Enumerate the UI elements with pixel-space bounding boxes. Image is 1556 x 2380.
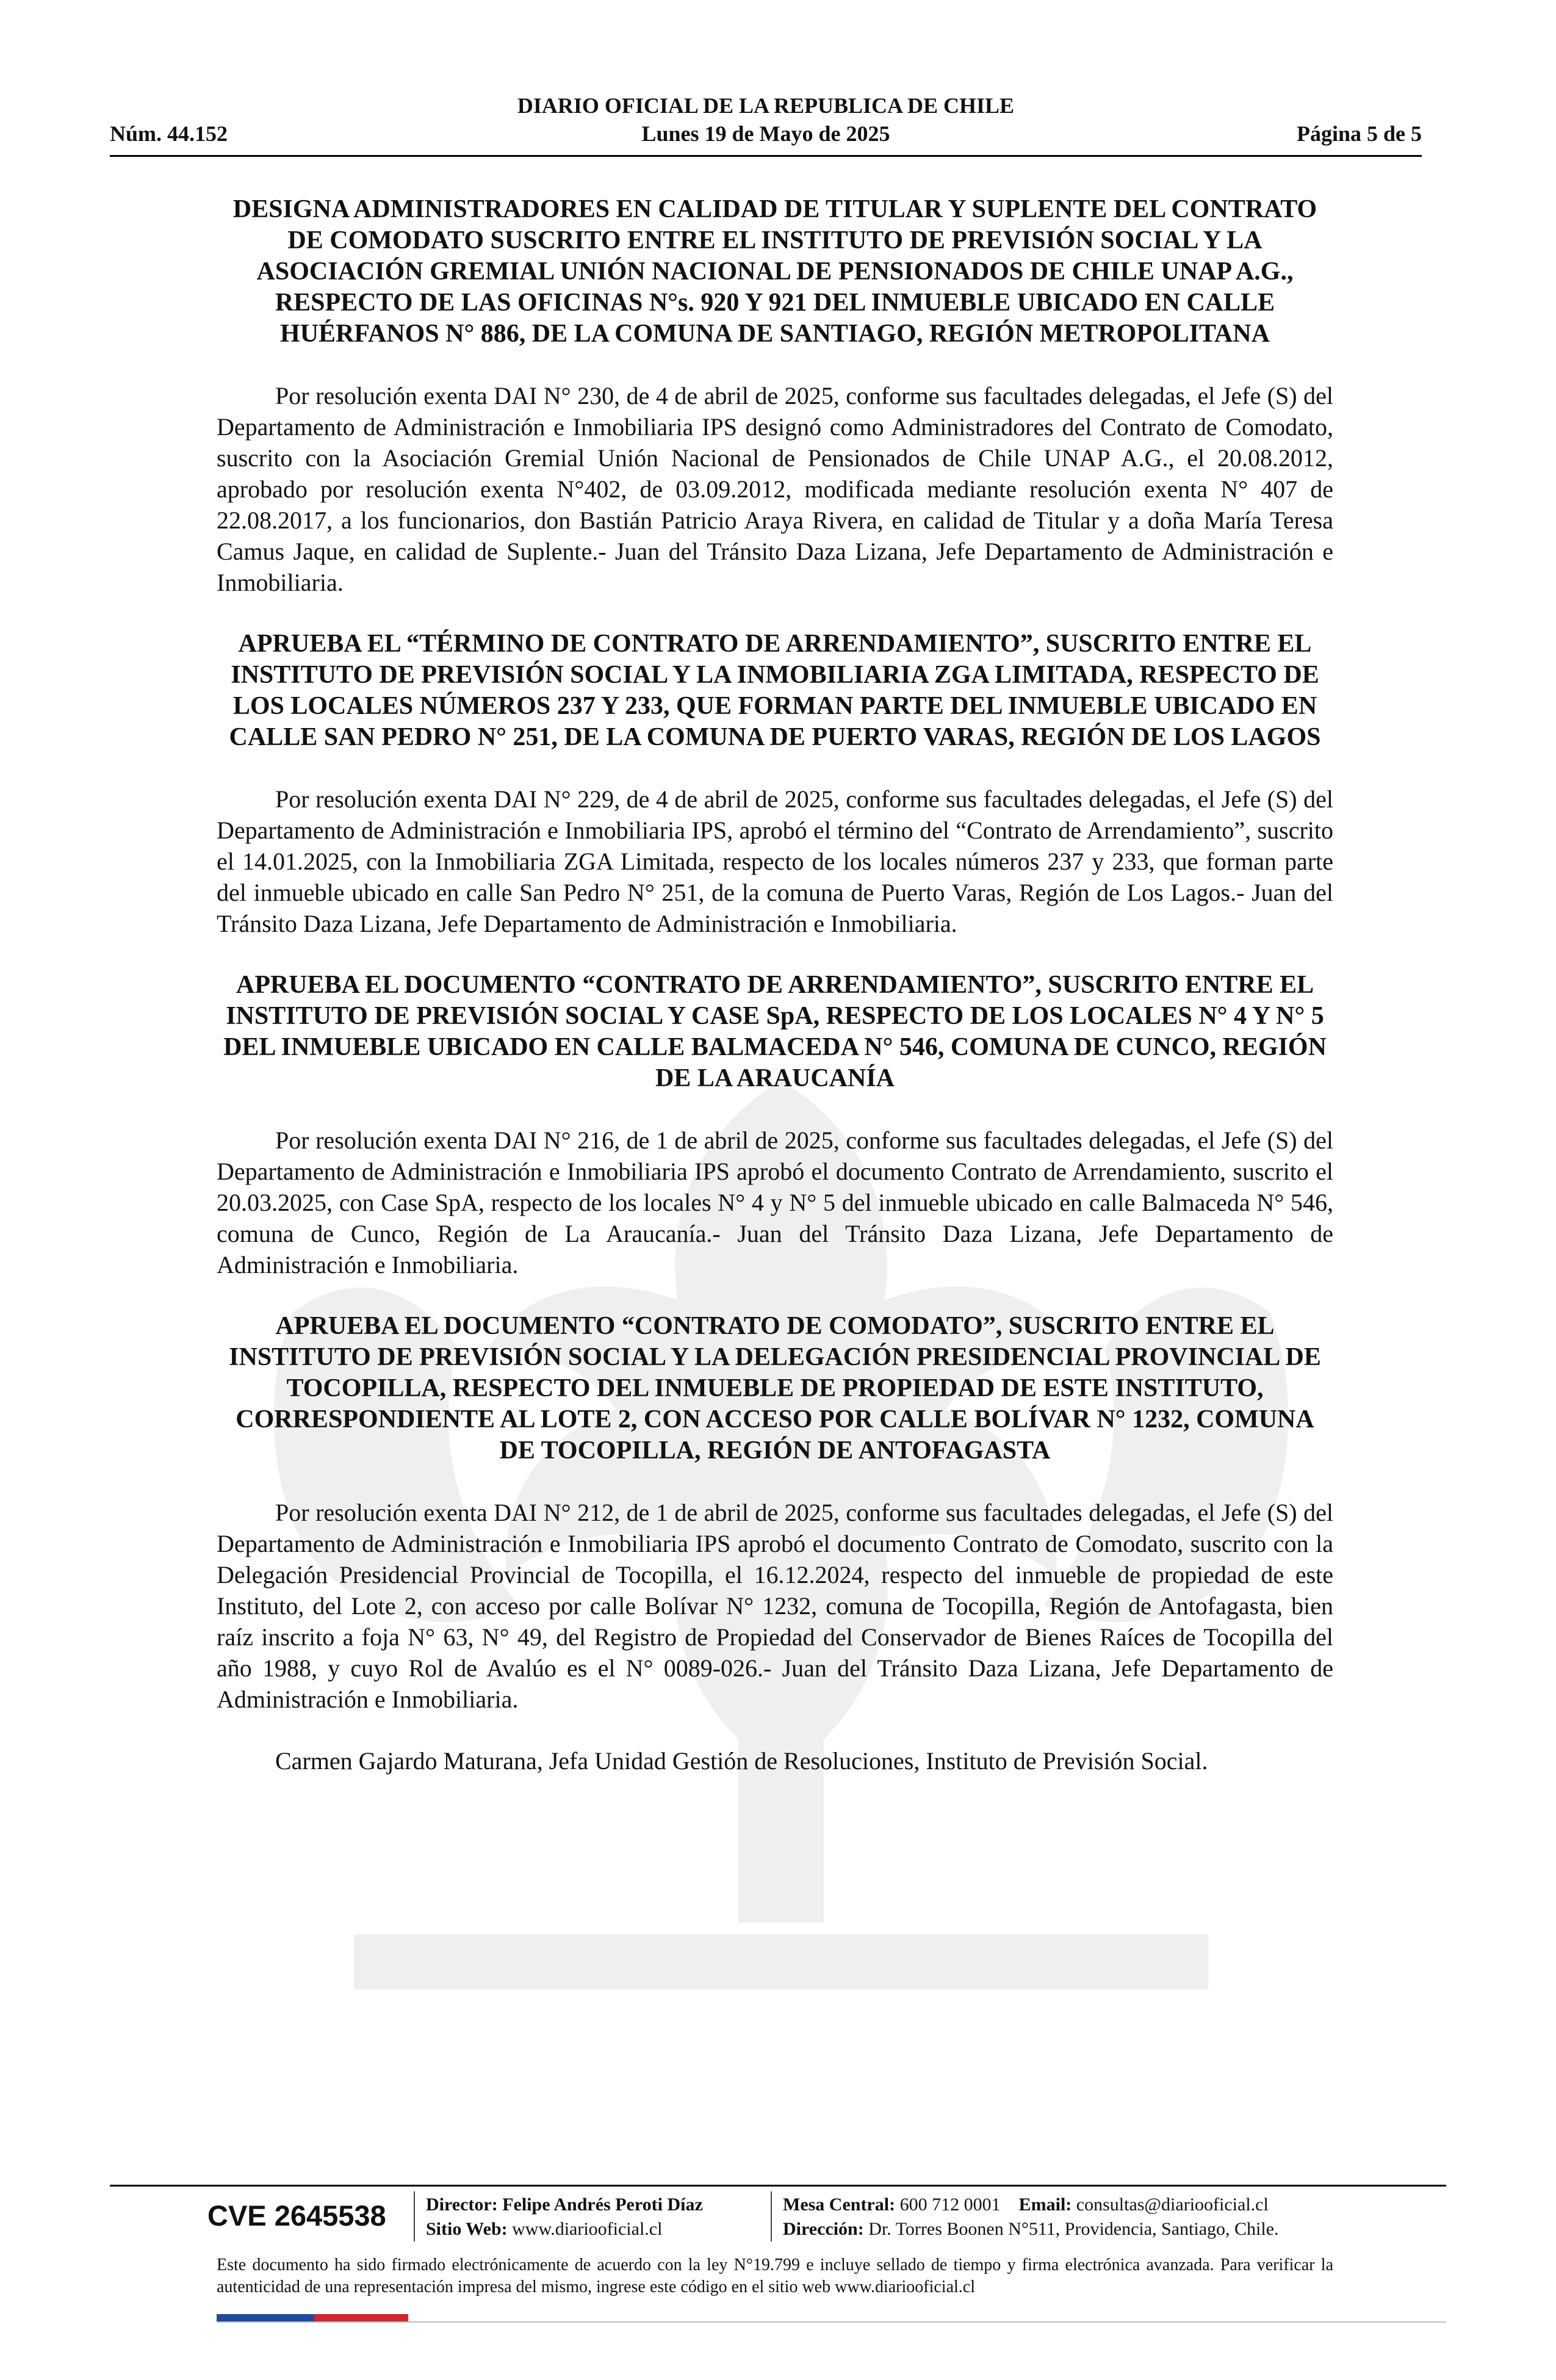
footer-director-block	[426, 2193, 703, 2241]
flag-blue-segment	[217, 2314, 314, 2321]
legal-notice: Este documento ha sido firmado electrónicamente de acuerdo con la ley N°19.799 e incluye sellado de tiempo y firma electrónica avanzada. Para verificar la autenticidad de una representación impresa del mismo, ingrese este código en el sitio web www.diariooficial.cl	[217, 2256, 1333, 2296]
footer-divider	[110, 2185, 1446, 2187]
section-title: APRUEBA EL DOCUMENTO “CONTRATO DE ARRENDAMIENTO”, SUSCRITO ENTRE EL INSTITUTO DE PREVISIÓN SOCIAL Y CASE SpA, RESPECTO DE LOS LOCALES N° 4 Y N° 5 DEL INMUEBLE UBICADO EN CALLE BALMACEDA N° 546, COMUNA DE CUNCO, REGIÓN DE LA ARAUCANÍA	[223, 971, 1327, 1092]
address-text: Dr. Torres Boonen N°511, Providencia, Santiago, Chile.	[868, 2219, 1279, 2239]
section-body: Por resolución exenta DAI N° 216, de 1 de abril de 2025, conforme sus facultades delegadas, el Jefe (S) del Departamento de Administración e Inmobiliaria IPS aprobó el documento Contrato de Arrendamiento, suscrito el 20.03.2025, con Case SpA, respecto de los locales N° 4 y N° 5 del inmueble ubicado en calle Balmaceda N° 546, comuna de Cunco, Región de La Araucanía.- Juan del Tránsito Daza Lizana, Jefe Departamento de Administración e Inmobiliaria.	[217, 1127, 1333, 1278]
footer-separator	[414, 2191, 415, 2241]
bottom-divider	[217, 2321, 1446, 2323]
flag-color-bar	[217, 2314, 408, 2321]
signature-line: Carmen Gajardo Maturana, Jefa Unidad Gestión de Resoluciones, Instituto de Previsión Social.	[275, 1747, 1208, 1775]
section-body: Por resolución exenta DAI N° 229, de 4 de abril de 2025, conforme sus facultades delegadas, el Jefe (S) del Departamento de Administración e Inmobiliaria IPS, aprobó el término del “Contrato de Arrendamiento”, suscrito el 14.01.2025, con la Inmobiliaria ZGA Limitada, respecto de los locales números 237 y 233, que forman parte del inmueble ubicado en calle San Pedro N° 251, de la comuna de Puerto Varas, Región de Los Lagos.- Juan del Tránsito Daza Lizana, Jefe Departamento de Administración e Inmobiliaria.	[217, 785, 1333, 937]
section-body: Por resolución exenta DAI N° 230, de 4 de abril de 2025, conforme sus facultades delegadas, el Jefe (S) del Departamento de Administración e Inmobiliaria IPS designó como Administradores del Contrato de Comodato, suscrito con la Asociación Gremial Unión Nacional de Pensionados de Chile UNAP A.G., el 20.08.2012, aprobado por resolución exenta N°402, de 03.09.2012, modificada mediante resolución exenta N° 407 de 22.08.2017, a los funcionarios, don Bastián Patricio Araya Rivera, en calidad de Titular y a doña María Teresa Camus Jaque, en calidad de Suplente.- Juan del Tránsito Daza Lizana, Jefe Departamento de Administración e Inmobiliaria.	[217, 382, 1333, 596]
page-number: Página 5 de 5	[1296, 121, 1422, 146]
director-name: Felipe Andrés Peroti Díaz	[502, 2194, 703, 2215]
page-header	[110, 93, 1422, 154]
issue-date: Lunes 19 de Mayo de 2025	[641, 121, 890, 146]
header-divider	[110, 155, 1422, 157]
phone-label: Mesa Central:	[783, 2194, 896, 2215]
section-title: APRUEBA EL DOCUMENTO “CONTRATO DE COMODATO”, SUSCRITO ENTRE EL INSTITUTO DE PREVISIÓN SOCIAL Y LA DELEGACIÓN PRESIDENCIAL PROVINCIAL DE TOCOPILLA, RESPECTO DEL INMUEBLE DE PROPIEDAD DE ESTE INSTITUTO, CORRESPONDIENTE AL LOTE 2, CON ACCESO POR CALLE BOLÍVAR N° 1232, COMUNA DE TOCOPILLA, REGIÓN DE ANTOFAGASTA	[229, 1312, 1321, 1465]
section-body: Por resolución exenta DAI N° 212, de 1 de abril de 2025, conforme sus facultades delegadas, el Jefe (S) del Departamento de Administración e Inmobiliaria IPS aprobó el documento Contrato de Comodato, suscrito con la Delegación Presidencial Provincial de Tocopilla, el 16.12.2024, respecto del inmueble de propiedad de este Instituto, del Lote 2, con acceso por calle Bolívar N° 1232, comuna de Tocopilla, Región de Antofagasta, bien raíz inscrito a foja N° 63, N° 49, del Registro de Propiedad del Conservador de Bienes Raíces de Tocopilla del año 1988, y cuyo Rol de Avalúo es el N° 0089-026.- Juan del Tránsito Daza Lizana, Jefe Departamento de Administración e Inmobiliaria.	[217, 1499, 1333, 1713]
director-label: Director:	[426, 2194, 498, 2215]
page-footer	[110, 2188, 1446, 2249]
address-label: Dirección:	[783, 2219, 864, 2239]
document-body	[217, 194, 1333, 1776]
website-label: Sitio Web:	[426, 2219, 508, 2239]
cve-code: CVE 2645538	[207, 2199, 386, 2232]
website-link[interactable]: www.diariooficial.cl	[512, 2219, 663, 2239]
footer-contact-block	[783, 2193, 1279, 2241]
email-label: Email:	[1018, 2194, 1072, 2215]
footer-separator	[771, 2191, 772, 2241]
section-title: APRUEBA EL “TÉRMINO DE CONTRATO DE ARRENDAMIENTO”, SUSCRITO ENTRE EL INSTITUTO DE PREVISIÓN SOCIAL Y LA INMOBILIARIA ZGA LIMITADA, RESPECTO DE LOS LOCALES NÚMEROS 237 Y 233, QUE FORMAN PARTE DEL INMUEBLE UBICADO EN CALLE SAN PEDRO N° 251, DE LA COMUNA DE PUERTO VARAS, REGIÓN DE LOS LAGOS	[229, 630, 1321, 751]
email-link[interactable]: consultas@diariooficial.cl	[1076, 2194, 1269, 2215]
phone-number: 600 712 0001	[899, 2194, 1001, 2215]
issue-number: Núm. 44.152	[110, 121, 228, 146]
gazette-title: DIARIO OFICIAL DE LA REPUBLICA DE CHILE	[517, 93, 1015, 118]
section-title: DESIGNA ADMINISTRADORES EN CALIDAD DE TITULAR Y SUPLENTE DEL CONTRATO DE COMODATO SUSCRITO ENTRE EL INSTITUTO DE PREVISIÓN SOCIAL Y LA ASOCIACIÓN GREMIAL UNIÓN NACIONAL DE PENSIONADOS DE CHILE UNAP A.G., RESPECTO DE LAS OFICINAS N°s. 920 Y 921 DEL INMUEBLE UBICADO EN CALLE HUÉRFANOS N° 886, DE LA COMUNA DE SANTIAGO, REGIÓN METROPOLITANA	[232, 195, 1317, 348]
flag-red-segment	[314, 2314, 408, 2321]
